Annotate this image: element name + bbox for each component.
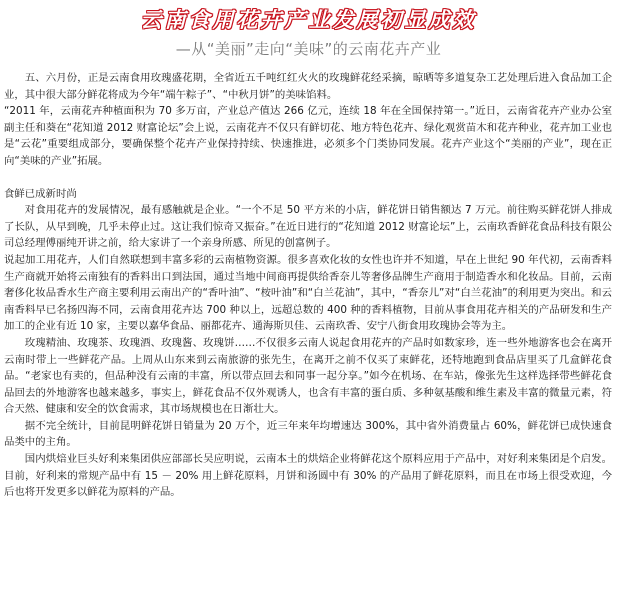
paragraph-4: 说起加工用花卉，人们自然联想到丰富多彩的云南植物资源。很多喜欢化妆的女性也许并不知道，早在上世纪 90 年代初，云南香料生产商就开始将云南独有的香料出口到法国，通过当地中间商再提供给香奈儿等奢侈品牌生产商用于制造香水和化妆品。目前，云南奢侈化妆品香水生产商主要利用云南出产的“香叶油”、“桉叶油”和“白兰花油”，其中，“香奈儿”对“白兰花油”的利用更为突出。和云南香料早已名扬四海不同，云南食用花卉达 700 种以上，远超总数的 400 种的香料植物，目前从事食用花卉相关的产品研发和生产加工的企业有近 10 家，主要以嘉华食品、丽都花卉、通海斯贝佳、云南玖香、安宁八街食用玫瑰协会等为主。: [4, 253, 612, 333]
paragraph-3: 对食用花卉的发展情况，最有感触就是企业。“一个不足 50 平方米的小店，鲜花饼日销售额达 7 万元。前往购买鲜花饼人排成了长队，从早到晚，几乎未停止过。这让我们惊奇又振奋。”在近日进行的“花知道 2012 财富论坛”上，云南玖香鲜花食品科技有限公司总经理傅丽纯开讲之前，给大家讲了一个亲身所感、所见的创富例子。: [4, 204, 612, 250]
paragraph-gap: [4, 170, 612, 186]
article-subtitle: —从“美丽”走向“美味”的云南花卉产业: [175, 40, 442, 58]
section-heading: 食鲜已成新时尚: [4, 187, 77, 200]
article-title: 云南食用花卉产业发展初显成效: [140, 7, 477, 32]
article-body: [4, 70, 612, 501]
paragraph-6: 据不完全统计，目前昆明鲜花饼日销量为 20 万个，近三年来年均增速达 300%，其中省外消费量占 60%，鲜花饼已成快速食品类中的主角。: [4, 419, 612, 449]
paragraph-2: “2011 年，云南花卉种植面积为 70 多万亩，产业总产值达 266 亿元，连续 18 年在全国保持第一。”近日，云南省花卉产业办公室副主任和葵在“花知道 2012 财富论坛”会上说，云南花卉不仅只有鲜切花、地方特色花卉、绿化观赏苗木和花卉种业，花卉加工业也是“云花”重要组成部分，要确保整个花卉产业保持持续、快速推进，必须多个门类协同发展。花卉产业这个“美丽的产业”，现在正向“美味的产业”拓展。: [4, 105, 612, 167]
paragraph-5: 玫瑰精油、玫瑰茶、玫瑰酒、玫瑰酱、玫瑰饼……不仅很多云南人说起食用花卉的产品时如数家珍，连一些外地游客也会在离开云南时带上一些鲜花产品。上周从山东来到云南旅游的张先生，在离开之前不仅买了束鲜花，还特地跑到食品店里买了几盒鲜花食品。“老家也有卖的，但品种没有云南的丰富，所以带点回去和同事一起分享。”如今在机场、在车站，像张先生这样选择带些鲜花食品回去的外地游客也越来越多，事实上，鲜花食品不仅外观诱人，也含有丰富的蛋白质、多种氨基酸和维生素及丰富的微量元素，符合天然、健康和安全的饮食需求，其市场规模也在日渐壮大。: [4, 336, 612, 416]
paragraph-7: 国内烘焙业巨头好利来集团供应部部长吴应明说，云南本土的烘焙企业将鲜花这个原料应用于产品中，对好利来集团是个启发。目前，好利来的常规产品中有 15 － 20% 用上鲜花原料，月饼和汤圆中有 30% 的产品用了鲜花原料，而且在市场上很受欢迎，今后也将开发更多以鲜花为原料的产品。: [4, 453, 612, 499]
paragraph-1: 五、六月份，正是云南食用玫瑰盛花期，全省近五千吨红红火火的玫瑰鲜花经采摘，晾晒等多道复杂工艺处理后进入食品加工企业，其中很大部分鲜花将成为今年“端午粽子”、“中秋月饼”的美味馅料。: [4, 72, 612, 101]
